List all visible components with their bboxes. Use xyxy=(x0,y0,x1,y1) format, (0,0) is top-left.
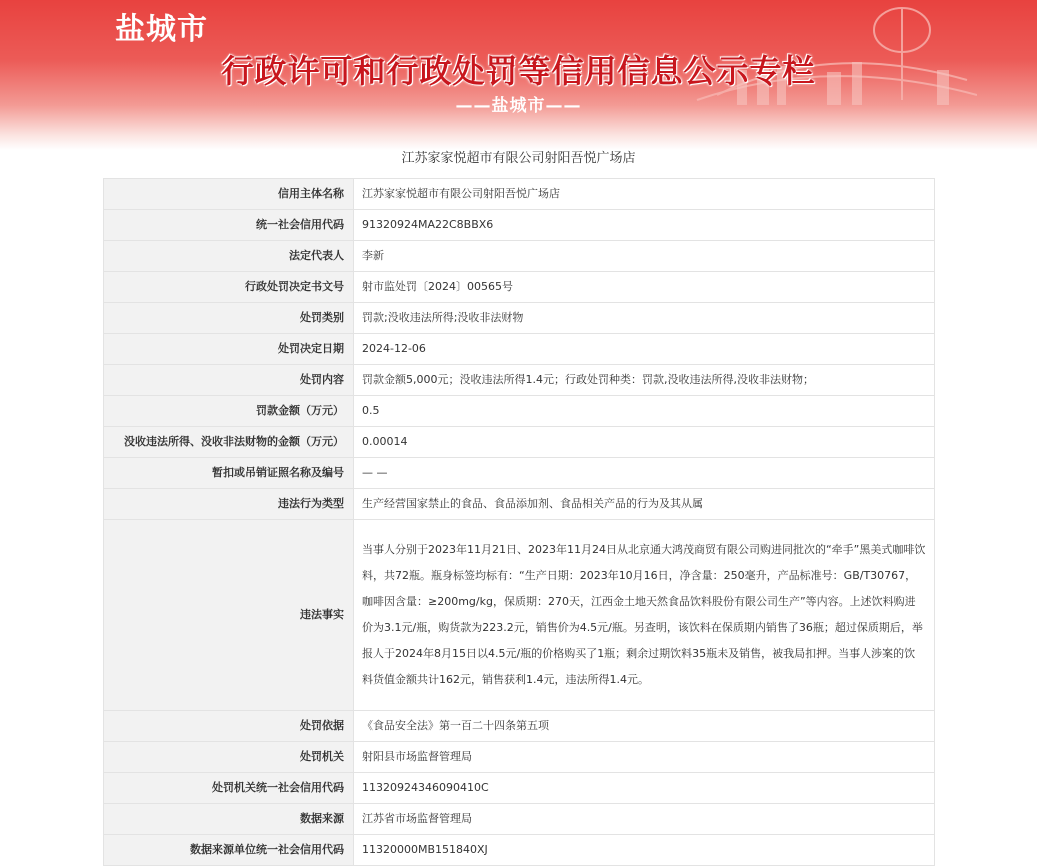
table-row xyxy=(104,210,935,241)
row-value: 91320924MA22C8BBX6 xyxy=(354,210,935,241)
row-value: 罚款金额5,000元；没收违法所得1.4元；行政处罚种类：罚款,没收违法所得,没收非法财物； xyxy=(354,365,935,396)
row-value: 李新 xyxy=(354,241,935,272)
row-label: 数据来源 xyxy=(104,804,354,835)
row-label: 罚款金额（万元） xyxy=(104,396,354,427)
row-label: 处罚机关统一社会信用代码 xyxy=(104,773,354,804)
row-value: 江苏家家悦超市有限公司射阳吾悦广场店 xyxy=(354,179,935,210)
row-value: 0.5 xyxy=(354,396,935,427)
table-row xyxy=(104,179,935,210)
row-label: 没收违法所得、没收非法财物的金额（万元） xyxy=(104,427,354,458)
row-label: 处罚决定日期 xyxy=(104,334,354,365)
table-row xyxy=(104,272,935,303)
row-label: 处罚内容 xyxy=(104,365,354,396)
table-row xyxy=(104,835,935,866)
banner-subtitle: ——盐城市—— xyxy=(455,96,582,116)
city-logo: 盐城市 xyxy=(115,12,208,47)
table-row xyxy=(104,804,935,835)
row-value: 射市监处罚〔2024〕00565号 xyxy=(354,272,935,303)
table-row xyxy=(104,711,935,742)
banner-title: 行政许可和行政处罚等信用信息公示专栏 xyxy=(221,52,816,90)
table-row xyxy=(104,489,935,520)
row-label: 暂扣或吊销证照名称及编号 xyxy=(104,458,354,489)
row-label: 统一社会信用代码 xyxy=(104,210,354,241)
row-label: 处罚依据 xyxy=(104,711,354,742)
row-value: 江苏省市场监督管理局 xyxy=(354,804,935,835)
row-value: 11320000MB151840XJ xyxy=(354,835,935,866)
credit-info-table xyxy=(103,178,935,866)
row-value: — — xyxy=(354,458,935,489)
table-row xyxy=(104,241,935,272)
row-label: 违法事实 xyxy=(104,520,354,711)
entity-heading: 江苏家家悦超市有限公司射阳吾悦广场店 xyxy=(401,151,636,166)
table-row xyxy=(104,427,935,458)
row-value: 当事人分别于2023年11月21日、2023年11月24日从北京通大鸿茂商贸有限公司购进同批次的“牵手”黑美式咖啡饮料，共72瓶。瓶身标签均标有：“生产日期：2023年10月16日，净含量：250毫升，产品标准号：GB/T30767，咖啡因含量：≥200mg/kg，保质期：270天，江西金土地天然食品饮料股份有限公司生产”等内容。上述饮料购进价为3.1元/瓶，购货款为223.2元，销售价为4.5元/瓶。另查明，该饮料在保质期内销售了36瓶；超过保质期后，举报人于2024年8月15日以4.5元/瓶的价格购买了1瓶；剩余过期饮料35瓶未及销售，被我局扣押。当事人涉案的饮料货值金额共计162元，销售获利1.4元，违法所得1.4元。 xyxy=(354,520,935,711)
row-label: 信用主体名称 xyxy=(104,179,354,210)
table-row xyxy=(104,773,935,804)
row-label: 违法行为类型 xyxy=(104,489,354,520)
table-row xyxy=(104,334,935,365)
row-value: 0.00014 xyxy=(354,427,935,458)
table-row xyxy=(104,365,935,396)
row-label: 数据来源单位统一社会信用代码 xyxy=(104,835,354,866)
table-row xyxy=(104,396,935,427)
table-row xyxy=(104,458,935,489)
header-banner xyxy=(0,0,1037,150)
table-row xyxy=(104,520,935,711)
row-value: 2024-12-06 xyxy=(354,334,935,365)
row-label: 行政处罚决定书文号 xyxy=(104,272,354,303)
row-label: 处罚类别 xyxy=(104,303,354,334)
row-label: 法定代表人 xyxy=(104,241,354,272)
row-value: 11320924346090410C xyxy=(354,773,935,804)
row-value: 生产经营国家禁止的食品、食品添加剂、食品相关产品的行为及其从属 xyxy=(354,489,935,520)
table-row xyxy=(104,303,935,334)
row-label: 处罚机关 xyxy=(104,742,354,773)
row-value: 射阳县市场监督管理局 xyxy=(354,742,935,773)
row-value: 《食品安全法》第一百二十四条第五项 xyxy=(354,711,935,742)
row-value: 罚款;没收违法所得;没收非法财物 xyxy=(354,303,935,334)
table-row xyxy=(104,742,935,773)
